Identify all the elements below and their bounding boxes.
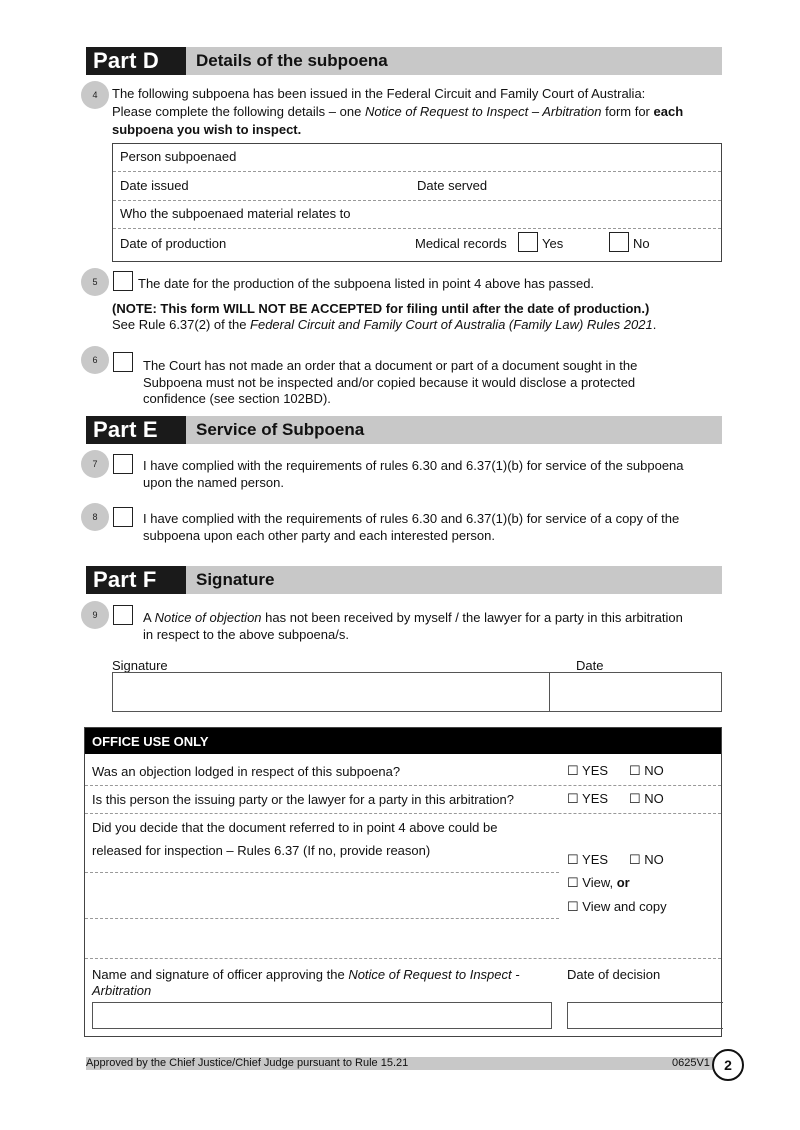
item5-note: (NOTE: This form WILL NOT BE ACCEPTED for filing until after the date of production.) [112,301,650,316]
view-option-label: ☐ View, [567,875,617,890]
q1-yes-option[interactable]: ☐ YES [567,763,609,778]
office-q3-line2: released for inspection – Rules 6.37 (If no, provide reason) [92,843,431,858]
item4-line2-b: form for [601,104,654,119]
item4-line3: subpoena you wish to inspect. [112,122,302,137]
item5-text: The date for the production of the subpoena listed in point 4 above has passed. [138,276,595,291]
office-q3-line1: Did you decide that the document referred to in point 4 above could be [92,820,498,835]
office-use-heading: OFFICE USE ONLY [85,728,721,754]
footer-approval-text: Approved by the Chief Justice/Chief Judge pursuant to Rule 15.21 [86,1057,409,1069]
reason-line-1 [85,872,559,873]
medical-records-label: Medical records [415,236,507,251]
row-person-subpoenaed[interactable] [113,144,721,172]
part-f-title: Signature [196,570,275,589]
item5-see-a: See Rule 6.37(2) of the [112,317,251,332]
row-dates[interactable] [113,172,721,201]
medical-yes-checkbox[interactable] [518,232,538,252]
item4-line2-italic: Notice of Request to Inspect – Arbitration [364,104,602,119]
row-production [113,229,721,262]
item4-line2-a: Please complete the following details – one [112,104,365,119]
date-label: Date [576,658,604,673]
form-code: 0625V1 [672,1057,710,1069]
part-e-header [86,416,722,444]
item-number-8: 8 [81,503,109,531]
signature-field[interactable] [112,672,550,712]
item8-checkbox[interactable] [113,507,133,527]
item5-see-rule [112,316,656,333]
office-q2: Is this person the issuing party or the lawyer for a party in this arbitration? [92,792,514,807]
date-of-decision-label: Date of decision [567,967,661,982]
item-number-9: 9 [81,601,109,629]
item9-line1-b: has not been received by myself / the lawyer for a party in this arbitration [261,610,683,625]
signature-label: Signature [112,658,168,673]
item4-line2 [112,103,683,120]
part-e-title: Service of Subpoena [196,420,365,439]
person-subpoenaed-label: Person subpoenaed [120,149,237,164]
medical-no-label: No [633,236,650,251]
item-number-5: 5 [81,268,109,296]
signature-date-field[interactable] [549,672,722,712]
view-or: or [616,875,630,890]
part-e-tag: Part E [86,416,186,444]
office-divider-2 [85,813,721,814]
officer-label-italic: Notice of Request to Inspect - [348,967,520,982]
date-of-decision-field[interactable] [567,1002,723,1029]
item5-see-italic: Federal Circuit and Family Court of Australia (Family Law) Rules 2021 [250,317,653,332]
office-use-panel [84,727,722,1037]
item6-line2: Subpoena must not be inspected and/or copied because it would disclose a protected [143,375,636,390]
view-copy-option[interactable]: ☐ View and copy [567,899,667,914]
item9-line1-italic: Notice of objection [154,610,262,625]
officer-label-line1 [92,966,520,983]
item9-line1-a: A [143,610,155,625]
officer-label-a: Name and signature of officer approving the [92,967,349,982]
item5-checkbox[interactable] [113,271,133,291]
item6-line3: confidence (see section 102BD). [143,391,331,406]
item6-line1: The Court has not made an order that a document or part of a document sought in the [143,358,638,373]
item8-line2: subpoena upon each other party and each interested person. [143,528,495,543]
office-divider-3 [85,958,721,959]
page-number: 2 [712,1049,744,1081]
item7-checkbox[interactable] [113,454,133,474]
officer-signature-field[interactable] [92,1002,552,1029]
date-issued-label: Date issued [120,178,189,193]
officer-label-line2: Arbitration [92,983,152,998]
date-production-label: Date of production [120,236,227,251]
medical-no-checkbox[interactable] [609,232,629,252]
office-divider-1 [85,785,721,786]
q3-yes-option[interactable]: ☐ YES [567,852,609,867]
item-number-7: 7 [81,450,109,478]
item9-line1 [143,609,683,626]
q2-no-option[interactable]: ☐ NO [629,791,664,806]
medical-yes-label: Yes [542,236,564,251]
part-f-tag: Part F [86,566,186,594]
item-number-4: 4 [81,81,109,109]
q2-yes-option[interactable]: ☐ YES [567,791,609,806]
item5-see-b: . [652,317,657,332]
row-relates-to[interactable] [113,201,721,229]
office-q1: Was an objection lodged in respect of this subpoena? [92,764,401,779]
view-option[interactable] [567,875,630,891]
part-d-header [86,47,722,75]
part-f-header [86,566,722,594]
item9-line2: in respect to the above subpoena/s. [143,627,349,642]
item9-checkbox[interactable] [113,605,133,625]
item4-line1: The following subpoena has been issued in the Federal Circuit and Family Court of Australia: [112,86,646,101]
item7-line1: I have complied with the requirements of rules 6.30 and 6.37(1)(b) for service of the subpoena [143,458,684,473]
item6-checkbox[interactable] [113,352,133,372]
subpoena-details-table [112,143,722,262]
reason-line-2 [85,918,559,919]
item8-line1: I have complied with the requirements of rules 6.30 and 6.37(1)(b) for service of a copy of the [143,511,680,526]
relates-to-label: Who the subpoenaed material relates to [120,206,351,221]
item-number-6: 6 [81,346,109,374]
q3-no-option[interactable]: ☐ NO [629,852,664,867]
q1-no-option[interactable]: ☐ NO [629,763,664,778]
part-d-title: Details of the subpoena [196,51,388,70]
date-served-label: Date served [417,178,488,193]
item4-line2-bold: each [653,104,684,119]
item7-line2: upon the named person. [143,475,284,490]
part-d-tag: Part D [86,47,186,75]
